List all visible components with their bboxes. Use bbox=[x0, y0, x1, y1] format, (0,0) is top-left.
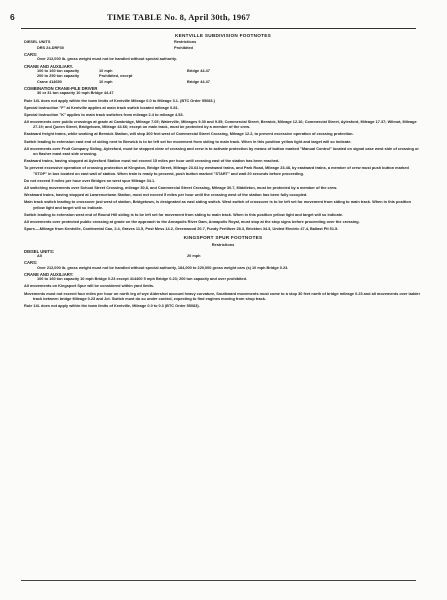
kentville-footnote: Special Instruction "K" applies to main track switches from mileage 2.4 to mileage 4.53. bbox=[24, 112, 184, 117]
kentville-footnote: Eastward trains, having stopped at Aylesford Station must not exceed 15 miles per hour until crossing east of the station has been reached. bbox=[24, 159, 280, 164]
kingsport-footnote: All movements on Kingsport Spur will be considered within yard limits. bbox=[24, 284, 155, 289]
page-header bbox=[10, 12, 410, 26]
document-title: TIME TABLE No. 8, April 30th, 1967 bbox=[107, 12, 251, 22]
kentville-footnote: Rule 14L does not apply within the town limits of Kentville Mileage 0.0 to Mileage 3.1. (BTC Order 55083.) bbox=[24, 98, 215, 103]
crane-cell: 100 to 160 ton capacity bbox=[37, 69, 80, 74]
kentville-footnote: Switch leading to extension west end of Round Hill siding is to be left set for movement from siding to main track. When in this position yellow light and target will so indicate. bbox=[24, 212, 344, 217]
kentville-footnote: To prevent excessive operation of crossing protection at Kingston, Bridge Street, Mileage 23.64 by westward trains, and Park Road, Mileage 23.48, by eastward trains, a member of crew must push button marked "STOP" in box located on east wall of station. When train is ready to proceed, push button marked "START" and wait 20 seconds before proceeding. bbox=[24, 166, 409, 176]
kingsport-crane-text: 100 to 160 ton capacity 10 mph Bridge 0.23 except 414400 5 mph Bridge 0.23; 200 ton capacity and over prohibited. bbox=[37, 277, 247, 282]
kentville-restrictions-header: Restrictions bbox=[174, 40, 197, 45]
kentville-diesel-restriction: Prohibited bbox=[174, 45, 194, 50]
footer-rule bbox=[21, 580, 416, 581]
kentville-cars-text: Over 212,000 lb. gross weight must not be handled without special authority. bbox=[37, 57, 177, 62]
kentville-footnote: All movements over protected public crossing at grade on the approach to the Annapolis River Dam, Annapolis Royal, must stop at the stop signs before proceeding over the crossing. bbox=[24, 219, 360, 224]
kentville-footnote: All switching movements over School Street Crossing, mileage 30.8, and Commercial Street Crossing, Mileage 30.7, Middleton, must be protected by a member of the crew. bbox=[24, 186, 338, 191]
kingsport-footnote: Movements must not exceed four miles per hour on north leg of wye Aldershot account heavy curvature, Southward movements must come to a stop 30 feet north of bridge mileage 0.23 and all movements over ladder track between bridge Mileage 0.23 and Jct. Switch must do so under control, expecting to find engines moving from shop track. bbox=[24, 291, 421, 301]
kingsport-diesel-label: DIESEL UNITS: bbox=[24, 248, 55, 254]
kingsport-crane-label: CRANE AND AUXILIARY: bbox=[24, 271, 74, 277]
kentville-footnote: Do not exceed 5 miles per hour over Bridges on west spur Mileage 34.1. bbox=[24, 178, 156, 183]
crane-cell: 200 to 250 ton capacity bbox=[37, 74, 80, 79]
kentville-diesel-unit: DRS 24-DRF30 bbox=[37, 45, 64, 50]
kentville-footnote: Spurs.—Mileage from Kentville, Continental Can, 2.4, Graves 11.5, Post Mess 14.2, Greenwood 20.7, Fundy Fertilizer 28.3, Brickton 34.3, United Electric 47.4, Ballast Pit 51.5. bbox=[24, 227, 339, 232]
kingsport-footnote: Rule 14L does not apply within the town limits of Kentville, Mileage 0.0 to 0.3 (BTC Order 55083). bbox=[24, 304, 200, 309]
kingsport-cars-label: CARS: bbox=[24, 260, 38, 266]
kentville-footnote: Main track switch leading to crossover just west of station, Bridgetown, is designated as east siding switch. West switch of crossover is to be left set for movement from siding to main track. When in this position yellow light and target will so indicate. bbox=[24, 200, 411, 210]
kentville-section-title: KENTVILLE SUBDIVISION FOOTNOTES bbox=[174, 33, 272, 38]
kingsport-cars-text: Over 212,000 lb. gross weight must not be handled without special authority, 184,000 to 220,000 gross weight cars (s) 10 mph Bridge 0.23. bbox=[37, 265, 289, 270]
crane-cell: 10 mph bbox=[99, 69, 113, 74]
page-number: 6 bbox=[10, 12, 15, 22]
kentville-footnote: Eastward freight trains, while working at Berwick Station, will stop 300 feet west of Commercial Street Crossing, Mileage 12.2, to prevent excessive operation of crossing protection. bbox=[24, 132, 354, 137]
kentville-pile-text: 30 or 31 ton capacity 10 mph Bridge 44.47 bbox=[37, 91, 114, 96]
kentville-cars-label: CARS: bbox=[24, 52, 38, 58]
kingsport-diesel-restriction: 20 mph bbox=[187, 253, 201, 258]
kentville-footnote: All movements over public crossings at grade at Cambridge, Mileage 7.05; Waterville, Mileages 9.30 and 9.35; Commercial Street, Berwick, Mileage 12.16; Commercial Street, Aylesford, Mileage 17.37; Wilmot, Mileage 27.19; and Queen Street, Bridgetown, Mileage 44.66; except on main track, must be protected by a member of the crew. bbox=[24, 120, 417, 130]
kentville-crane-table bbox=[24, 69, 422, 85]
kentville-pile-label: COMBINATION CRANE-PILE DRIVER bbox=[24, 86, 98, 92]
crane-cell: 10 mph bbox=[99, 79, 113, 84]
crane-cell: Prohibited, except bbox=[99, 74, 133, 79]
kentville-footnote: Switch leading to extension east end of siding next to Berwick is to be left set for movement from siding to main track. When in this position yellow light and target will so indicate. bbox=[24, 139, 352, 144]
kentville-diesel-block bbox=[24, 40, 422, 51]
kentville-footnote: Special Instruction "F" at Kentville applies at main track switch located mileage 0.81. bbox=[24, 105, 179, 110]
kentville-diesel-label: DIESEL UNITS bbox=[24, 40, 51, 45]
kentville-footnote: All movements over Fruit Company Siding, Aylesford, must be stopped clear of crossing and crew is to activate protection by means of button marked "Manual Control" located on signal case west side of crossing or on flasher mast east side crossing. bbox=[24, 146, 419, 157]
footnotes-content bbox=[24, 32, 422, 309]
kingsport-diesel-unit: All bbox=[37, 253, 42, 258]
kingsport-section-title: KINGSPORT SPUR FOOTNOTES bbox=[183, 234, 263, 240]
kentville-footnote: Westward trains, having stopped at Lawrencetown Station, must not exceed 5 miles per hour until the crossing west of the station has been fully occupied. bbox=[24, 193, 308, 198]
kingsport-restrictions-header: Restrictions bbox=[211, 242, 235, 248]
crane-cell: Bridge 44.47 bbox=[187, 79, 210, 84]
header-rule bbox=[21, 28, 416, 29]
kentville-crane-label: CRANE AND AUXILIARY. bbox=[24, 63, 74, 69]
crane-cell: Crane 414650 bbox=[37, 79, 62, 84]
crane-cell: Bridge 44.47 bbox=[187, 69, 210, 74]
